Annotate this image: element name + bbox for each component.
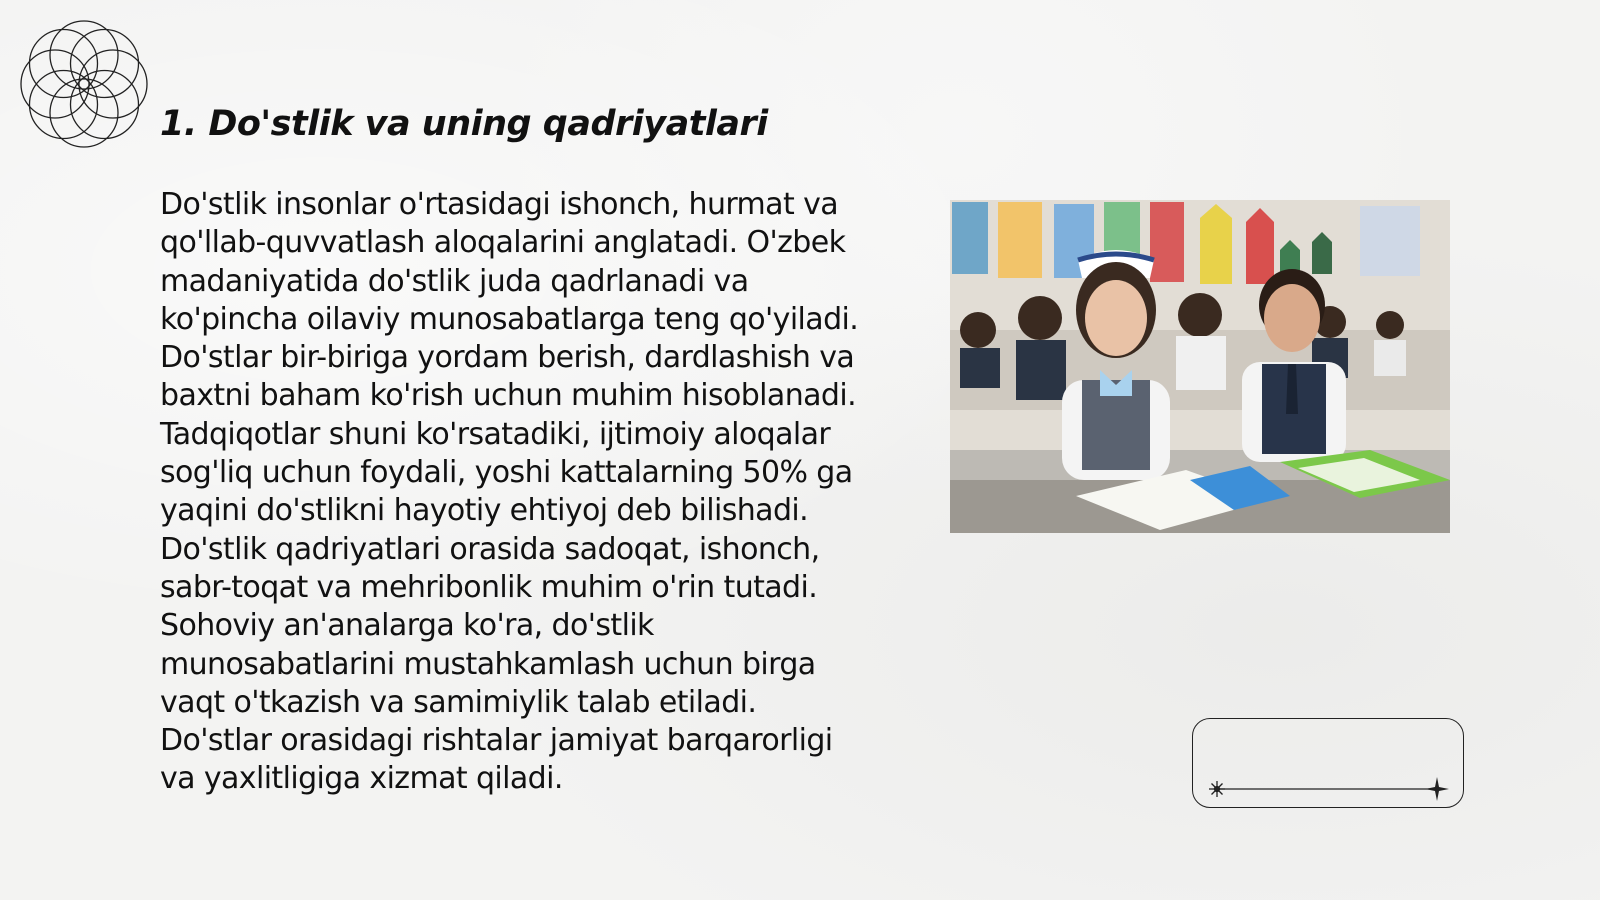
decorative-slider-line [1193, 719, 1465, 809]
classroom-photo [950, 200, 1450, 533]
slide-body-text: Do'stlik insonlar o'rtasidagi ishonch, hurmat va qo'llab-quvvatlash aloqalarini anglatadi. O'zbek madaniyatida do'stlik juda qadrlanadi va ko'pincha oilaviy munosabatlarga teng qo'yiladi. Do'stlar bir-biriga yordam berish, dardlashish va baxtni baham ko'rish uchun muhim hisoblanadi. Tadqiqotlar shuni ko'rsatadiki, ijtimoiy aloqalar sog'liq uchun foydali, yoshi kattalarning 50% ga yaqini do'stlikni hayotiy ehtiyoj deb bilishadi. Do'stlik qadriyatlari orasida sadoqat, ishonch, sabr-toqat va mehribonlik muhim o'rin tutadi. Sohoviy an'analarga ko'ra, do'stlik munosabatlarini mustahkamlash uchun birga vaqt o'tkazish va samimiylik talab etiladi. Do'stlar orasidagi rishtalar jamiyat barqarorligi va yaxlitligiga xizmat qiladi. [160, 187, 859, 797]
decorative-slider-frame [1192, 718, 1464, 808]
slide-title: 1. Do'stlik va uning qadriyatlari [160, 104, 768, 144]
circle-ornament-icon [10, 10, 158, 158]
sparkle-icon [1209, 781, 1225, 797]
plus-star-icon [1425, 777, 1449, 801]
